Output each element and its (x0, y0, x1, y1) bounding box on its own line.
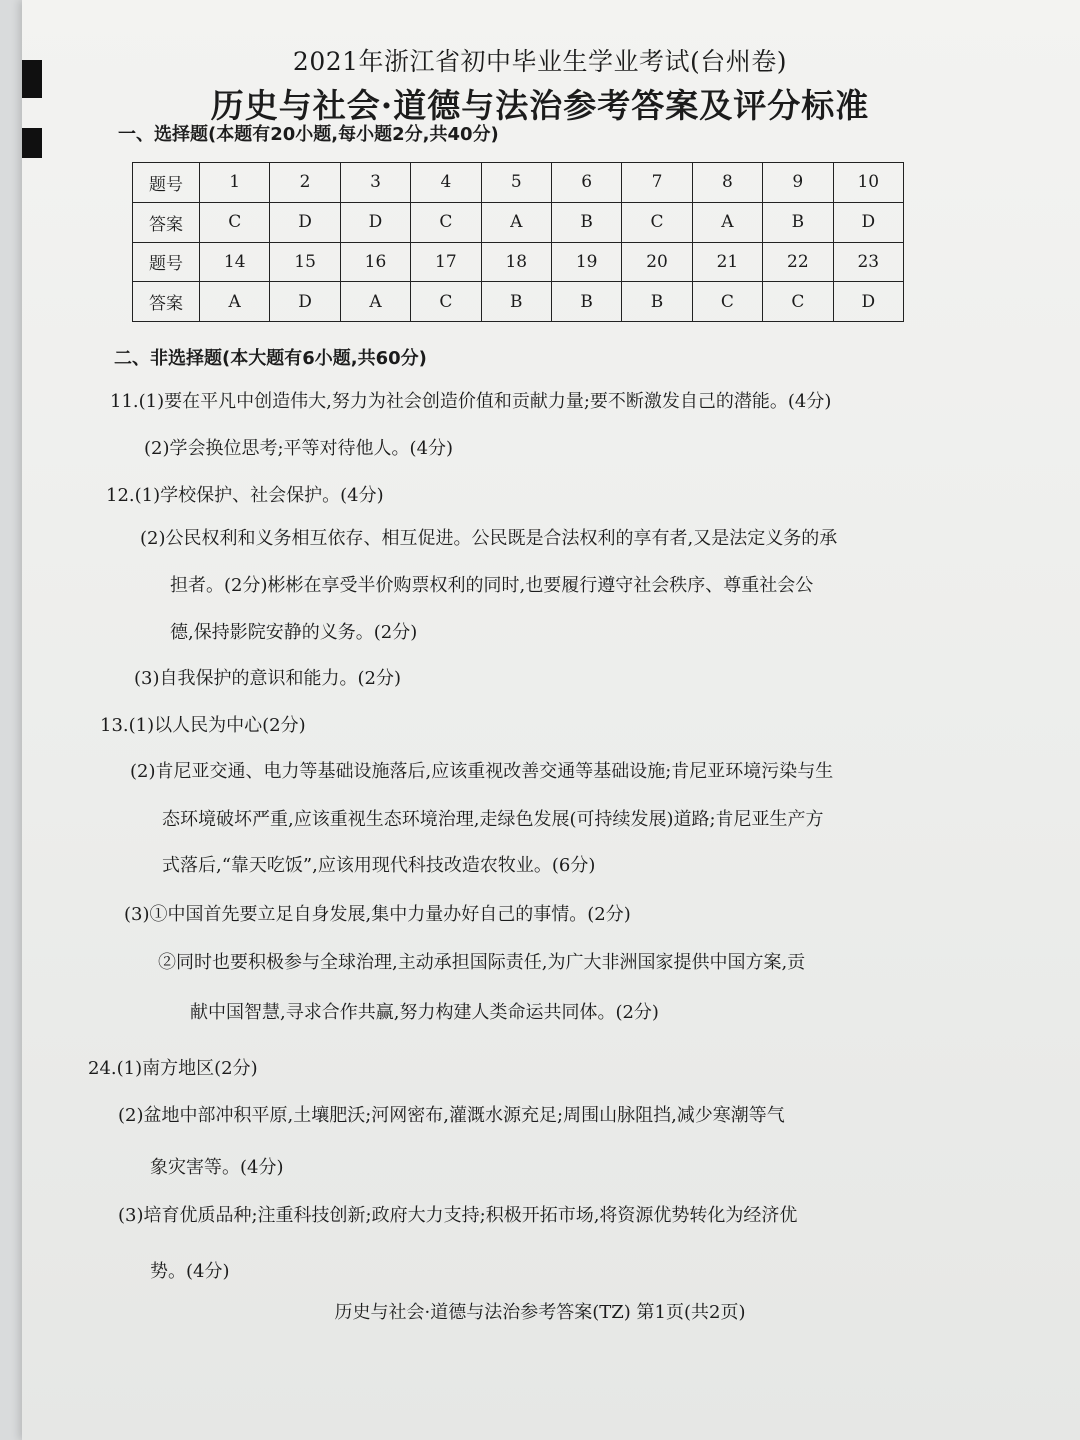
answer-line-13-1: 13.(1)以人民为中心(2分) (100, 715, 306, 736)
answer-line-12-1: 12.(1)学校保护、社会保护。(4分) (106, 485, 384, 506)
question-number: 23 (833, 242, 903, 282)
answer-line-13-2a: (2)肯尼亚交通、电力等基础设施落后,应该重视改善交通等基础设施;肯尼亚环境污染与生 (130, 761, 834, 782)
answer-cell: D (340, 202, 410, 242)
answer-cell: B (763, 202, 833, 242)
question-number: 22 (763, 242, 833, 282)
question-number: 18 (481, 242, 551, 282)
answer-cell: D (270, 202, 340, 242)
answer-cell: A (481, 202, 551, 242)
question-number: 6 (551, 163, 621, 203)
question-number: 14 (200, 242, 270, 282)
answer-line-24-3b: 势。(4分) (150, 1261, 230, 1282)
answer-cell: A (692, 202, 762, 242)
answer-line-24-2a: (2)盆地中部冲积平原,土壤肥沃;河网密布,灌溉水源充足;周围山脉阻挡,减少寒潮等气 (118, 1105, 785, 1126)
answer-cell: D (833, 282, 903, 322)
answer-line-12-2a: (2)公民权利和义务相互依存、相互促进。公民既是合法权利的享有者,又是法定义务的承 (140, 528, 838, 549)
answer-line-11-1: 11.(1)要在平凡中创造伟大,努力为社会创造价值和贡献力量;要不断激发自己的潜能。(4分) (110, 391, 832, 412)
page-footer: 历史与社会·道德与法治参考答案(TZ) 第1页(共2页) (334, 1302, 746, 1323)
answer-cell: C (763, 282, 833, 322)
answer-cell: B (481, 282, 551, 322)
question-number: 10 (833, 163, 903, 203)
question-number: 8 (692, 163, 762, 203)
answer-cell: C (622, 202, 692, 242)
question-number: 2 (270, 163, 340, 203)
table-row (133, 163, 904, 203)
row-label: 答案 (133, 282, 200, 322)
answer-cell: A (200, 282, 270, 322)
row-label: 答案 (133, 202, 200, 242)
question-number: 21 (692, 242, 762, 282)
answer-cell: B (551, 282, 621, 322)
table-row (133, 282, 904, 322)
answer-line-11-2: (2)学会换位思考;平等对待他人。(4分) (144, 438, 454, 459)
exam-title: 2021年浙江省初中毕业生学业考试(台州卷) (292, 47, 788, 76)
table-row (133, 202, 904, 242)
answer-cell: C (200, 202, 270, 242)
answer-table (132, 162, 904, 322)
question-number: 20 (622, 242, 692, 282)
row-label: 题号 (133, 242, 200, 282)
answer-cell: D (270, 282, 340, 322)
answer-cell: C (692, 282, 762, 322)
answer-cell: D (833, 202, 903, 242)
question-number: 15 (270, 242, 340, 282)
question-number: 5 (481, 163, 551, 203)
answer-line-24-1: 24.(1)南方地区(2分) (88, 1058, 258, 1079)
section-heading-choice: 一、选择题(本题有20小题,每小题2分,共40分) (118, 124, 499, 145)
row-label: 题号 (133, 163, 200, 203)
page-title: 历史与社会·道德与法治参考答案及评分标准 (210, 86, 870, 125)
answer-line-13-2b: 态环境破坏严重,应该重视生态环境治理,走绿色发展(可持续发展)道路;肯尼亚生产方 (162, 809, 824, 830)
question-number: 17 (411, 242, 481, 282)
section-heading-non-choice: 二、非选择题(本大题有6小题,共60分) (114, 348, 427, 369)
question-number: 1 (200, 163, 270, 203)
question-number: 4 (411, 163, 481, 203)
answer-cell: C (411, 282, 481, 322)
answer-cell: B (551, 202, 621, 242)
edge-mark (22, 128, 42, 158)
answer-line-12-2c: 德,保持影院安静的义务。(2分) (170, 622, 418, 643)
answer-line-12-2b: 担者。(2分)彬彬在享受半价购票权利的同时,也要履行遵守社会秩序、尊重社会公 (170, 575, 814, 596)
answer-line-24-3a: (3)培育优质品种;注重科技创新;政府大力支持;积极开拓市场,将资源优势转化为经济优 (118, 1205, 798, 1226)
question-number: 19 (551, 242, 621, 282)
answer-line-13-3a: (3)①中国首先要立足自身发展,集中力量办好自己的事情。(2分) (124, 904, 631, 925)
answer-line-13-2c: 式落后,“靠天吃饭”,应该用现代科技改造农牧业。(6分) (162, 855, 596, 876)
table-row (133, 242, 904, 282)
answer-cell: A (340, 282, 410, 322)
answer-line-24-2b: 象灾害等。(4分) (150, 1157, 284, 1178)
question-number: 7 (622, 163, 692, 203)
answer-line-13-3b: ②同时也要积极参与全球治理,主动承担国际责任,为广大非洲国家提供中国方案,贡 (158, 952, 806, 973)
answer-cell: B (622, 282, 692, 322)
question-number: 3 (340, 163, 410, 203)
answer-line-13-3c: 献中国智慧,寻求合作共赢,努力构建人类命运共同体。(2分) (190, 1002, 659, 1023)
answer-line-12-3: (3)自我保护的意识和能力。(2分) (134, 668, 401, 689)
question-number: 9 (763, 163, 833, 203)
answer-cell: C (411, 202, 481, 242)
question-number: 16 (340, 242, 410, 282)
